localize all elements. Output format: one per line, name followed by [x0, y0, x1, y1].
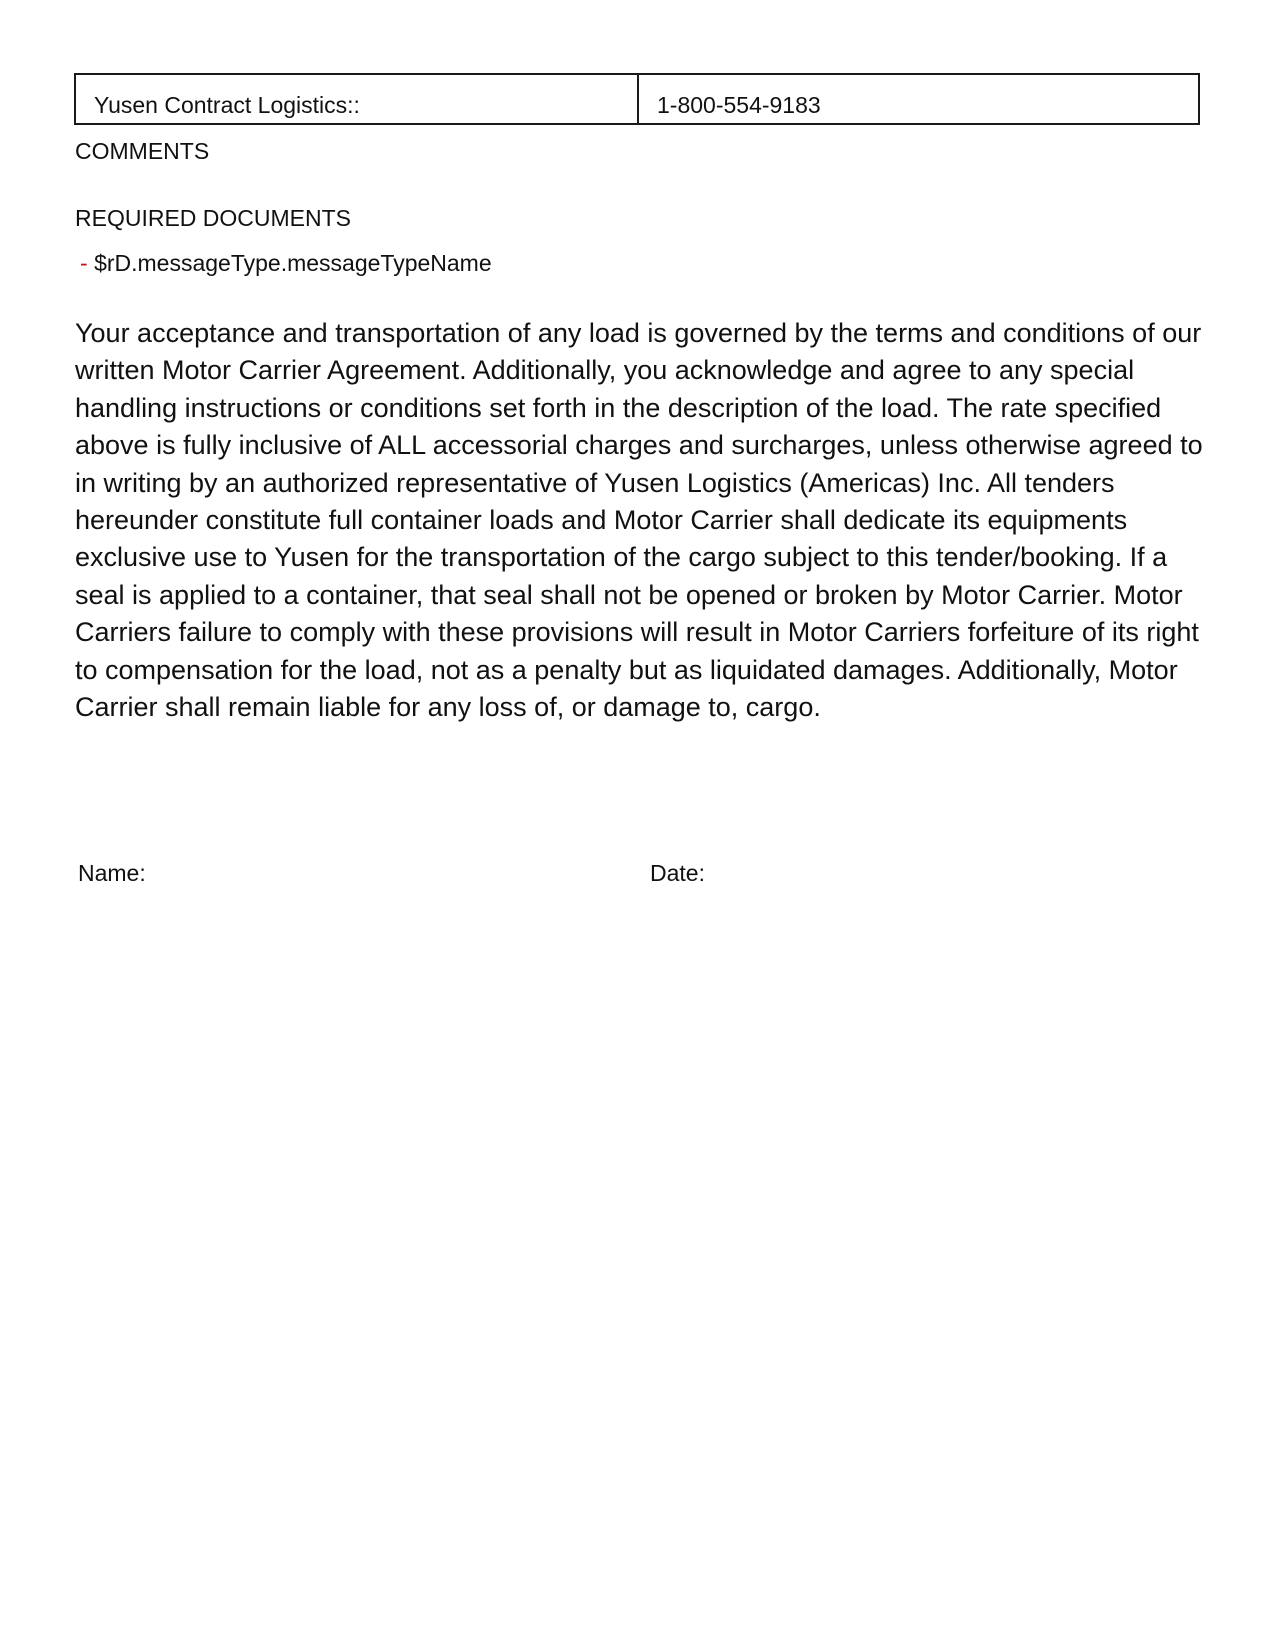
comments-heading: COMMENTS: [75, 138, 210, 164]
company-phone: 1-800-554-9183: [657, 92, 821, 118]
terms-paragraph: Your acceptance and transportation of any load is governed by the terms and conditions of our written Motor Carrier Agreement. Additionally, you acknowledge and agree to any special handling instructions or conditions set forth in the description of the load. The rate specified above is fully inclusive of ALL accessorial charges and surcharges, unless otherwise agreed to in writing by an authorized representative of Yusen Logistics (Americas) Inc. All tenders hereunder constitute full container loads and Motor Carrier shall dedicate its equipments exclusive use to Yusen for the transportation of the cargo subject to this tender/booking. If a seal is applied to a container, that seal shall not be opened or broken by Motor Carrier. Motor Carriers failure to comply with these provisions will result in Motor Carriers forfeiture of its right to compensation for the load, not as a penalty but as liquidated damages. Additionally, Motor Carrier shall remain liable for any loss of, or damage to, cargo.: [75, 318, 1203, 723]
date-label: Date:: [650, 860, 705, 886]
required-documents-heading: REQUIRED DOCUMENTS: [75, 205, 352, 231]
required-document-item: [80, 250, 492, 276]
required-document-text: $rD.messageType.messageTypeName: [94, 250, 492, 276]
company-name: Yusen Contract Logistics::: [76, 75, 639, 123]
name-label: Name:: [78, 860, 146, 886]
required-document-bullet: -: [80, 250, 88, 276]
contact-header-table: [74, 73, 1200, 125]
